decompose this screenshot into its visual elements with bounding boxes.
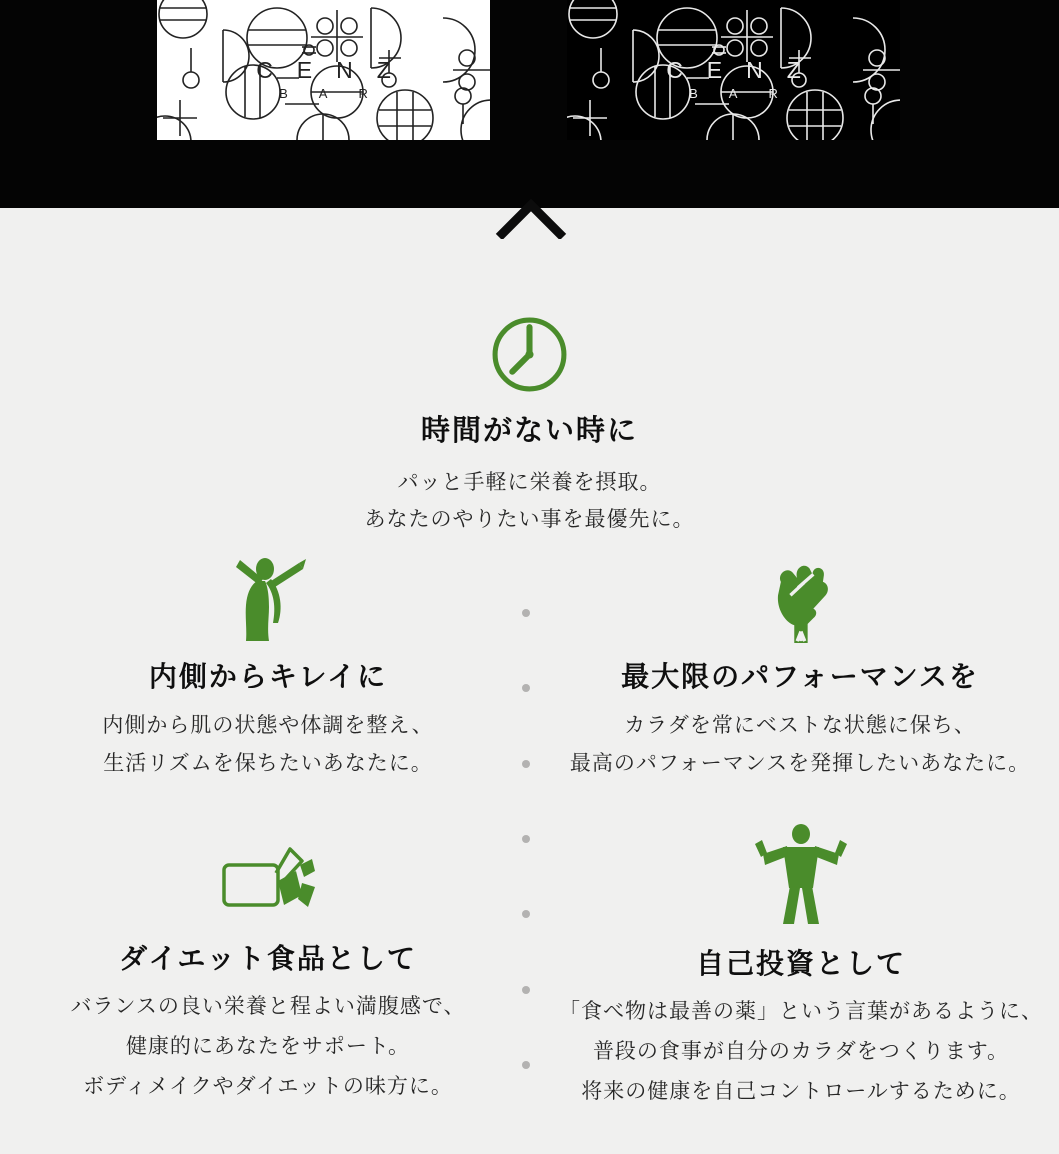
brand-sub-letters: BAR xyxy=(279,86,399,101)
package-photo-black xyxy=(567,0,900,140)
snack-bar-icon xyxy=(220,845,317,913)
feature-inner-beauty xyxy=(38,557,498,782)
raised-fist-icon xyxy=(770,557,830,643)
hero-text xyxy=(0,464,1059,538)
feature-line: 内側から肌の状態や体調を整え、 xyxy=(102,713,434,737)
feature-diet xyxy=(38,845,498,1106)
feature-title: 自己投資として xyxy=(695,949,906,980)
brand-letters: CENZ xyxy=(666,57,825,83)
brand-sub-letters: BAR xyxy=(689,86,809,101)
feature-line: 「食べ物は最善の薬」という言葉があるように、 xyxy=(559,999,1043,1023)
hero-line: あなたのやりたい事を最優先に。 xyxy=(364,507,695,531)
hero-title: 時間がない時に xyxy=(420,415,638,447)
feature-line: 普段の食事が自分のカラダをつくります。 xyxy=(592,1039,1010,1063)
feature-performance xyxy=(562,557,1038,782)
hero-line: パッと手軽に栄養を摂取。 xyxy=(397,470,662,494)
top-band xyxy=(0,0,1059,208)
feature-line: 将来の健康を自己コントロールするために。 xyxy=(581,1079,1021,1103)
man-thumbs-up-icon xyxy=(753,824,850,930)
woman-arms-raised-icon xyxy=(229,557,307,643)
clock-icon xyxy=(489,314,570,395)
feature-title: 最大限のパフォーマンスを xyxy=(621,662,979,693)
feature-line: バランスの良い栄養と程よい満腹感で、 xyxy=(70,994,466,1018)
feature-line: 最高のパフォーマンスを発揮したいあなたに。 xyxy=(569,751,1031,775)
dotted-divider xyxy=(522,609,530,1069)
feature-title: 内側からキレイに xyxy=(148,662,388,693)
feature-line: ボディメイクやダイエットの味方に。 xyxy=(83,1074,453,1098)
feature-self-investment xyxy=(558,824,1044,1111)
brand-letters: CENZ xyxy=(256,57,415,83)
feature-line: 健康的にあなたをサポート。 xyxy=(125,1034,411,1058)
feature-title: ダイエット食品として xyxy=(119,944,417,975)
feature-line: カラダを常にベストな状態に保ち、 xyxy=(624,713,976,737)
cross-icon xyxy=(494,199,568,239)
package-photo-white xyxy=(157,0,490,140)
feature-line: 生活リズムを保ちたいあなたに。 xyxy=(103,751,433,775)
